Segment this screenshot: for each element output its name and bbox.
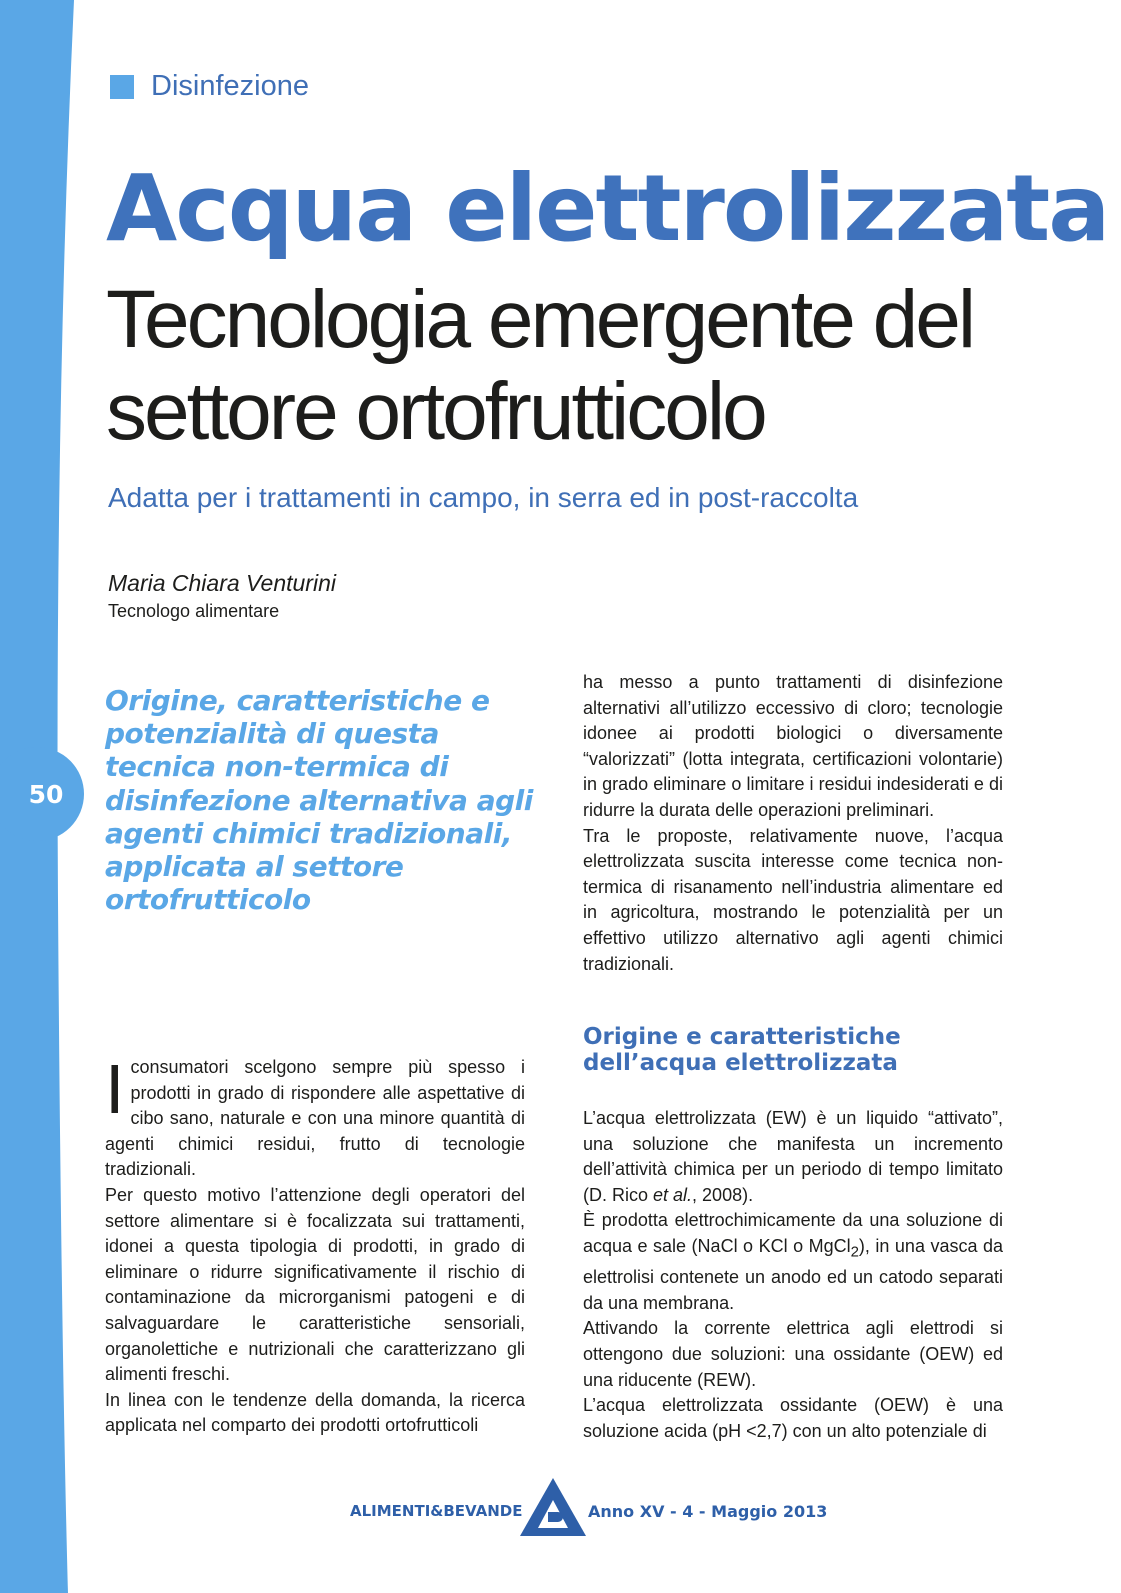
right-column-top [583, 670, 1003, 977]
text-run: È prodotta elettrochimicamente da una soluzione di acqua e sale (NaCl o KCl o MgCl [583, 1210, 1003, 1256]
section-label: Disinfezione [151, 70, 309, 102]
drop-cap: I [105, 1050, 125, 1128]
paragraph [583, 1208, 1003, 1316]
magazine-logo-icon [520, 1478, 586, 1536]
author-name: Maria Chiara Venturini [108, 570, 336, 596]
left-column-body [105, 1050, 525, 1439]
page-footer [350, 1478, 828, 1538]
magazine-brand: ALIMENTI&BEVANDE [350, 1502, 523, 1520]
square-icon [110, 75, 134, 99]
paragraph: Attivando la corrente elettrica agli elettrodi si ottengono due soluzioni: una ossidante (OEW) ed una riducente (REW). [583, 1318, 1003, 1390]
article-deck: Adatta per i trattamenti in campo, in serra ed in post-raccolta [108, 482, 859, 513]
citation-italic: et al. [653, 1184, 693, 1205]
paragraph-text: consumatori scelgono sempre più spesso i prodotti in grado di rispondere alle aspettative di cibo sano, naturale e con una minore quantità di agenti chimici residui, frutto di tecnologie tradizionali. [105, 1057, 525, 1180]
section-tag [110, 70, 309, 103]
article-title: Acqua elettrolizzata [106, 155, 1109, 262]
page-number: 50 [28, 779, 64, 809]
section-heading: Origine e caratteristiche dell’acqua elettrolizzata [583, 1024, 901, 1076]
paragraph [583, 1106, 1003, 1208]
paragraph: Per questo motivo l’attenzione degli operatori del settore alimentare si è focalizzata sui trattamenti, idonei a questa tipologia di prodotti, in grado di eliminare o ridurre significativamente il rischio di contaminazione da microrganismi patogeni e di salvaguardare le caratteristiche sensoriali, organolettiche e nutrizionali che caratterizzano gli alimenti freschi. [105, 1184, 525, 1385]
paragraph: ha messo a punto trattamenti di disinfezione alternativi all’utilizzo eccessivo di cloro; tecnologie idonee ai prodotti biologici o diversamente “valorizzati” (lotta integrata, certificazioni volontarie) in grado eliminare o limitare i residui indesiderati e di ridurre la durata delle operazioni preliminari. [583, 672, 1003, 820]
subscript: 2 [850, 1243, 859, 1261]
text-run: ), in una vasca da elettrolisi contenete un anodo ed un catodo separati da una membrana. [583, 1235, 1003, 1313]
text-run: , 2008). [692, 1184, 754, 1205]
paragraph [105, 1050, 525, 1183]
paragraph: L’acqua elettrolizzata ossidante (OEW) è una soluzione acida (pH <2,7) con un alto potenziale di [583, 1395, 1003, 1441]
text-run: L’acqua elettrolizzata (EW) è un liquido “attivato”, una soluzione che manifesta un incremento dell’attività chimica per un periodo di tempo limitato (D. Rico [583, 1108, 1003, 1205]
lead-summary: Origine, caratteristiche e potenzialità di questa tecnica non-termica di disinfezione alternativa agli agenti chimici tradizionali, applicata al settore ortofrutticolo [105, 684, 533, 917]
right-column-body [583, 1106, 1003, 1444]
author-role: Tecnologo alimentare [108, 601, 280, 621]
article-subtitle-heading: Tecnologia emergente del settore ortofrutticolo [106, 274, 974, 457]
paragraph: Tra le proposte, relativamente nuove, l’acqua elettrolizzata suscita interesse come tecnica non-termica di risanamento nell’industria alimentare ed in agricoltura, mostrando le potenzialità per un effettivo utilizzo alternativo agli agenti chimici tradizionali. [583, 825, 1003, 974]
paragraph: In linea con le tendenze della domanda, la ricerca applicata nel comparto dei prodotti ortofrutticoli [105, 1389, 525, 1436]
issue-info: Anno XV - 4 - Maggio 2013 [588, 1502, 828, 1521]
